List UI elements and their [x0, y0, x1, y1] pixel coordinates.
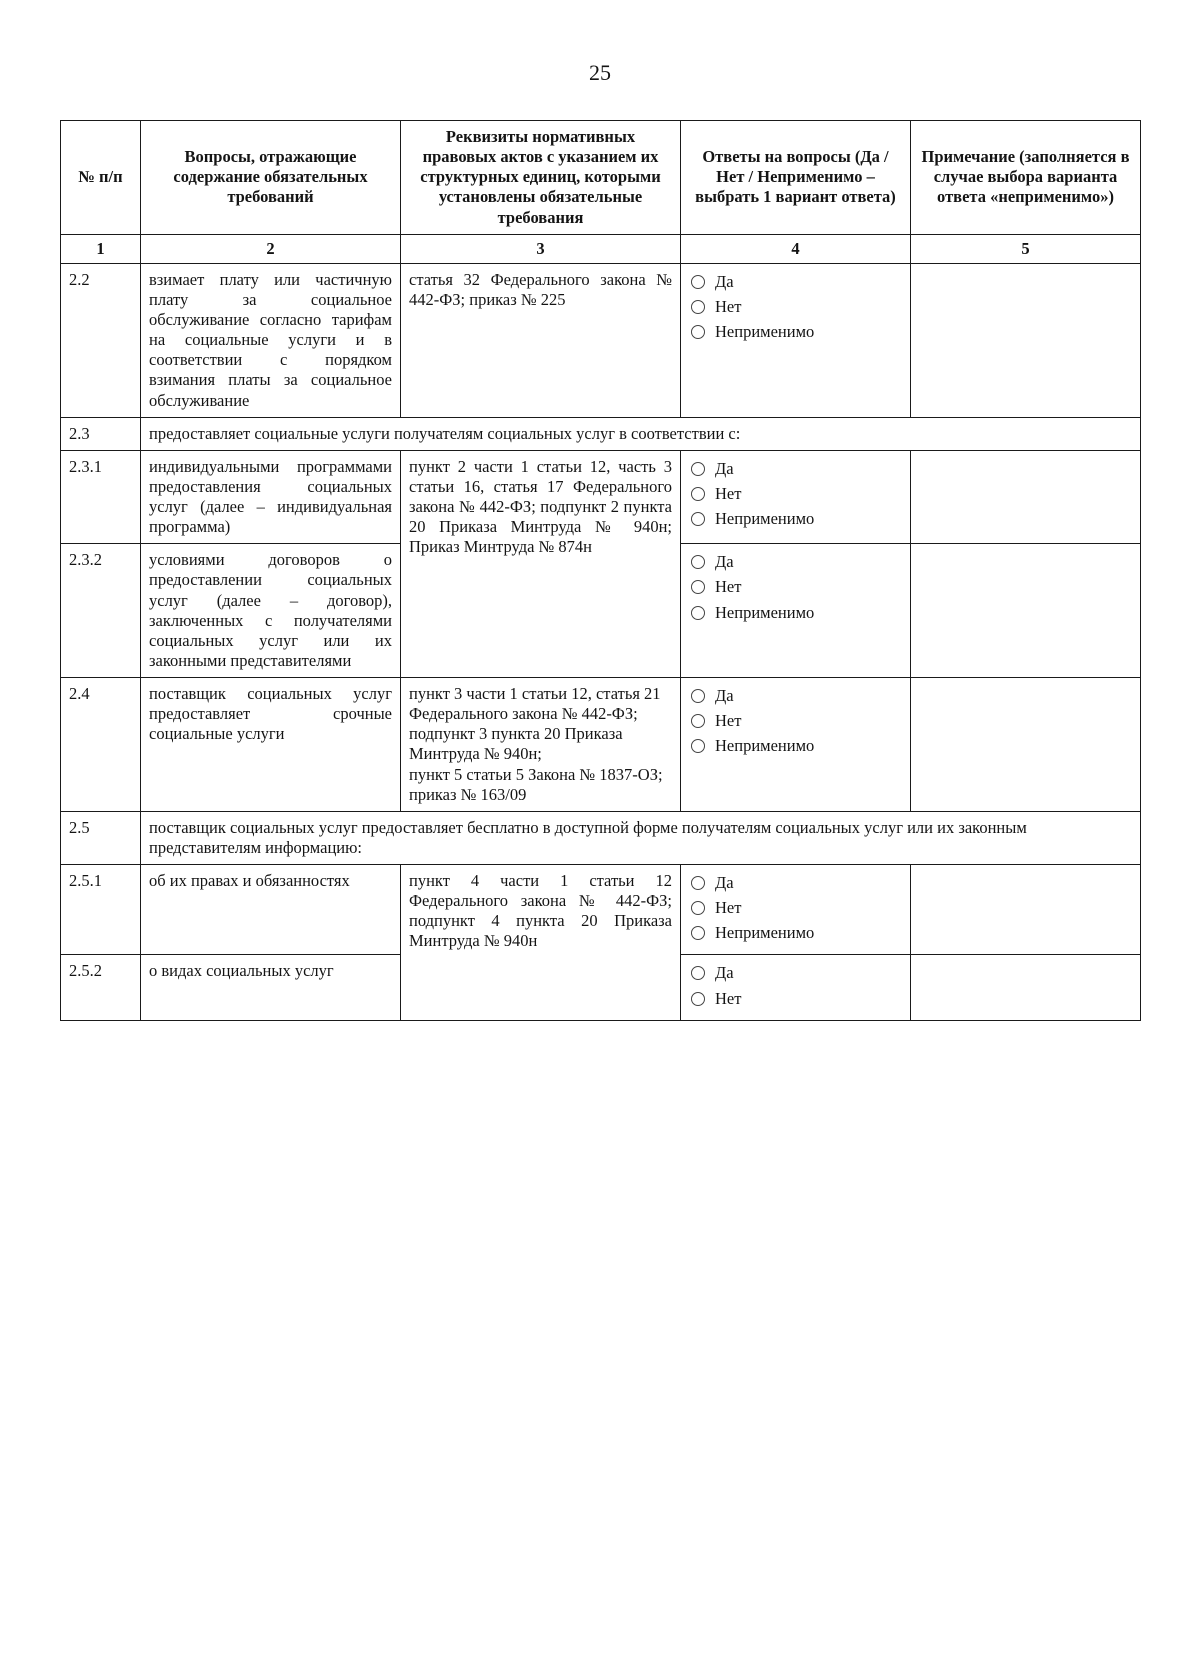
answer-label: Да: [715, 552, 734, 572]
answer-label: Да: [715, 458, 734, 478]
radio-circle-icon[interactable]: [691, 325, 705, 339]
question-text: поставщик социальных услуг предоставляет срочные социальные услуги: [141, 678, 401, 812]
row-number: 2.5.2: [61, 955, 141, 1020]
radio-circle-icon[interactable]: [691, 555, 705, 569]
column-number: 5: [911, 234, 1141, 263]
answer-option-not-applicable[interactable]: [691, 603, 902, 623]
legal-reference: [401, 678, 681, 812]
answer-option-no[interactable]: [691, 297, 902, 317]
answer-option-yes[interactable]: [691, 552, 902, 572]
answer-option-no[interactable]: [691, 484, 902, 504]
radio-circle-icon[interactable]: [691, 300, 705, 314]
radio-circle-icon[interactable]: [691, 606, 705, 620]
answer-label: Неприменимо: [715, 736, 815, 756]
section-row: [61, 417, 1141, 450]
note-cell[interactable]: [911, 263, 1141, 417]
answer-label: Нет: [715, 711, 742, 731]
question-text: об их правах и обязанностях: [141, 865, 401, 955]
answer-group: [681, 678, 911, 812]
column-number-row: [61, 234, 1141, 263]
header-legal-acts: Реквизиты нормативных правовых актов с указанием их структурных единиц, которыми установлены обязательные требования: [401, 121, 681, 235]
answer-label: Нет: [715, 988, 742, 1008]
note-cell[interactable]: [911, 544, 1141, 678]
legal-line: подпункт 3 пункта 20 Приказа Минтруда № 940н;: [409, 724, 623, 764]
radio-circle-icon[interactable]: [691, 689, 705, 703]
header-answers: Ответы на вопросы (Да / Нет / Неприменимо – выбрать 1 вариант ответа): [681, 121, 911, 235]
answer-group: [681, 450, 911, 544]
row-number: 2.3.2: [61, 544, 141, 678]
column-number: 3: [401, 234, 681, 263]
column-number: 4: [681, 234, 911, 263]
answer-label: Неприменимо: [715, 322, 815, 341]
radio-circle-icon[interactable]: [691, 739, 705, 753]
row-number: 2.3: [61, 417, 141, 450]
radio-circle-icon[interactable]: [691, 926, 705, 940]
answer-option-yes[interactable]: [691, 963, 902, 983]
row-number: 2.4: [61, 678, 141, 812]
answer-label: Да: [715, 873, 734, 892]
answer-option-not-applicable[interactable]: [691, 923, 902, 943]
answer-label: Нет: [715, 296, 742, 316]
radio-circle-icon[interactable]: [691, 512, 705, 526]
answer-label: Неприменимо: [715, 602, 815, 622]
answer-label: Нет: [715, 898, 742, 918]
column-number: 2: [141, 234, 401, 263]
header-questions: Вопросы, отражающие содержание обязательных требований: [141, 121, 401, 235]
answer-option-no[interactable]: [691, 989, 902, 1009]
radio-circle-icon[interactable]: [691, 966, 705, 980]
answer-option-yes[interactable]: [691, 272, 902, 292]
radio-circle-icon[interactable]: [691, 275, 705, 289]
answer-group: [681, 263, 911, 417]
note-cell[interactable]: [911, 865, 1141, 955]
note-cell[interactable]: [911, 450, 1141, 544]
question-text: о видах социальных услуг: [141, 955, 401, 1020]
page-number: 25: [589, 60, 611, 85]
radio-circle-icon[interactable]: [691, 992, 705, 1006]
answer-option-no[interactable]: [691, 711, 902, 731]
answer-option-no[interactable]: [691, 577, 902, 597]
table-row: [61, 678, 1141, 812]
column-number: 1: [61, 234, 141, 263]
row-number: 2.3.1: [61, 450, 141, 544]
answer-label: Нет: [715, 483, 742, 503]
checklist-table: [60, 120, 1141, 1021]
legal-line: пункт 3 части 1 статьи 12, статья 21 Федерального закона № 442-ФЗ;: [409, 684, 661, 724]
table-row: [61, 263, 1141, 417]
answer-group: [681, 544, 911, 678]
radio-circle-icon[interactable]: [691, 487, 705, 501]
answer-group: [681, 955, 911, 1020]
radio-circle-icon[interactable]: [691, 462, 705, 476]
answer-option-yes[interactable]: [691, 686, 902, 706]
row-number: 2.5.1: [61, 865, 141, 955]
answer-option-not-applicable[interactable]: [691, 322, 902, 342]
question-text: взимает плату или частичную плату за социальное обслуживание согласно тарифам на социальные услуги и в соответствии с порядком взимания платы за социальное обслуживание: [141, 263, 401, 417]
section-text: поставщик социальных услуг предоставляет бесплатно в доступной форме получателям социальных услуг или их законным представителям информацию:: [141, 811, 1141, 864]
note-cell[interactable]: [911, 678, 1141, 812]
row-number: 2.2: [61, 263, 141, 417]
table-row: [61, 865, 1141, 955]
answer-option-yes[interactable]: [691, 459, 902, 479]
answer-label: Неприменимо: [715, 923, 815, 943]
radio-circle-icon[interactable]: [691, 580, 705, 594]
question-text: условиями договоров о предоставлении социальных услуг (далее – договор), заключенных с получателями социальных услуг или их законными представителями: [141, 544, 401, 678]
note-cell[interactable]: [911, 955, 1141, 1020]
answer-label: Да: [715, 963, 734, 983]
question-text: индивидуальными программами предоставления социальных услуг (далее – индивидуальная программа): [141, 450, 401, 544]
radio-circle-icon[interactable]: [691, 901, 705, 915]
section-text: предоставляет социальные услуги получателям социальных услуг в соответствии с:: [141, 417, 1141, 450]
legal-reference: пункт 4 части 1 статьи 12 Федерального закона № 442-ФЗ; подпункт 4 пункта 20 Приказа Минтруда № 940н: [401, 865, 681, 1021]
table-row: [61, 450, 1141, 544]
answer-option-not-applicable[interactable]: [691, 736, 902, 756]
row-number: 2.5: [61, 811, 141, 864]
answer-group: [681, 865, 911, 955]
legal-reference: пункт 2 части 1 статьи 12, часть 3 статьи 16, статья 17 Федерального закона № 442-ФЗ; подпункт 2 пункта 20 Приказа Минтруда № 940н; Приказ Минтруда № 874н: [401, 450, 681, 677]
radio-circle-icon[interactable]: [691, 714, 705, 728]
answer-label: Нет: [715, 577, 742, 597]
section-row: [61, 811, 1141, 864]
header-number: № п/п: [61, 121, 141, 235]
legal-line: приказ № 163/09: [409, 784, 527, 804]
legal-reference: статья 32 Федерального закона № 442-ФЗ; приказ № 225: [401, 263, 681, 417]
answer-option-no[interactable]: [691, 898, 902, 918]
answer-option-not-applicable[interactable]: [691, 509, 902, 529]
header-note: Примечание (заполняется в случае выбора варианта ответа «неприменимо»): [911, 121, 1141, 235]
answer-label: Да: [715, 271, 734, 291]
answer-label: Неприменимо: [715, 509, 815, 528]
answer-label: Да: [715, 686, 734, 705]
radio-circle-icon[interactable]: [691, 876, 705, 890]
header-row: [61, 121, 1141, 235]
legal-line: пункт 5 статьи 5 Закона № 1837-ОЗ;: [409, 764, 663, 784]
answer-option-yes[interactable]: [691, 873, 902, 893]
